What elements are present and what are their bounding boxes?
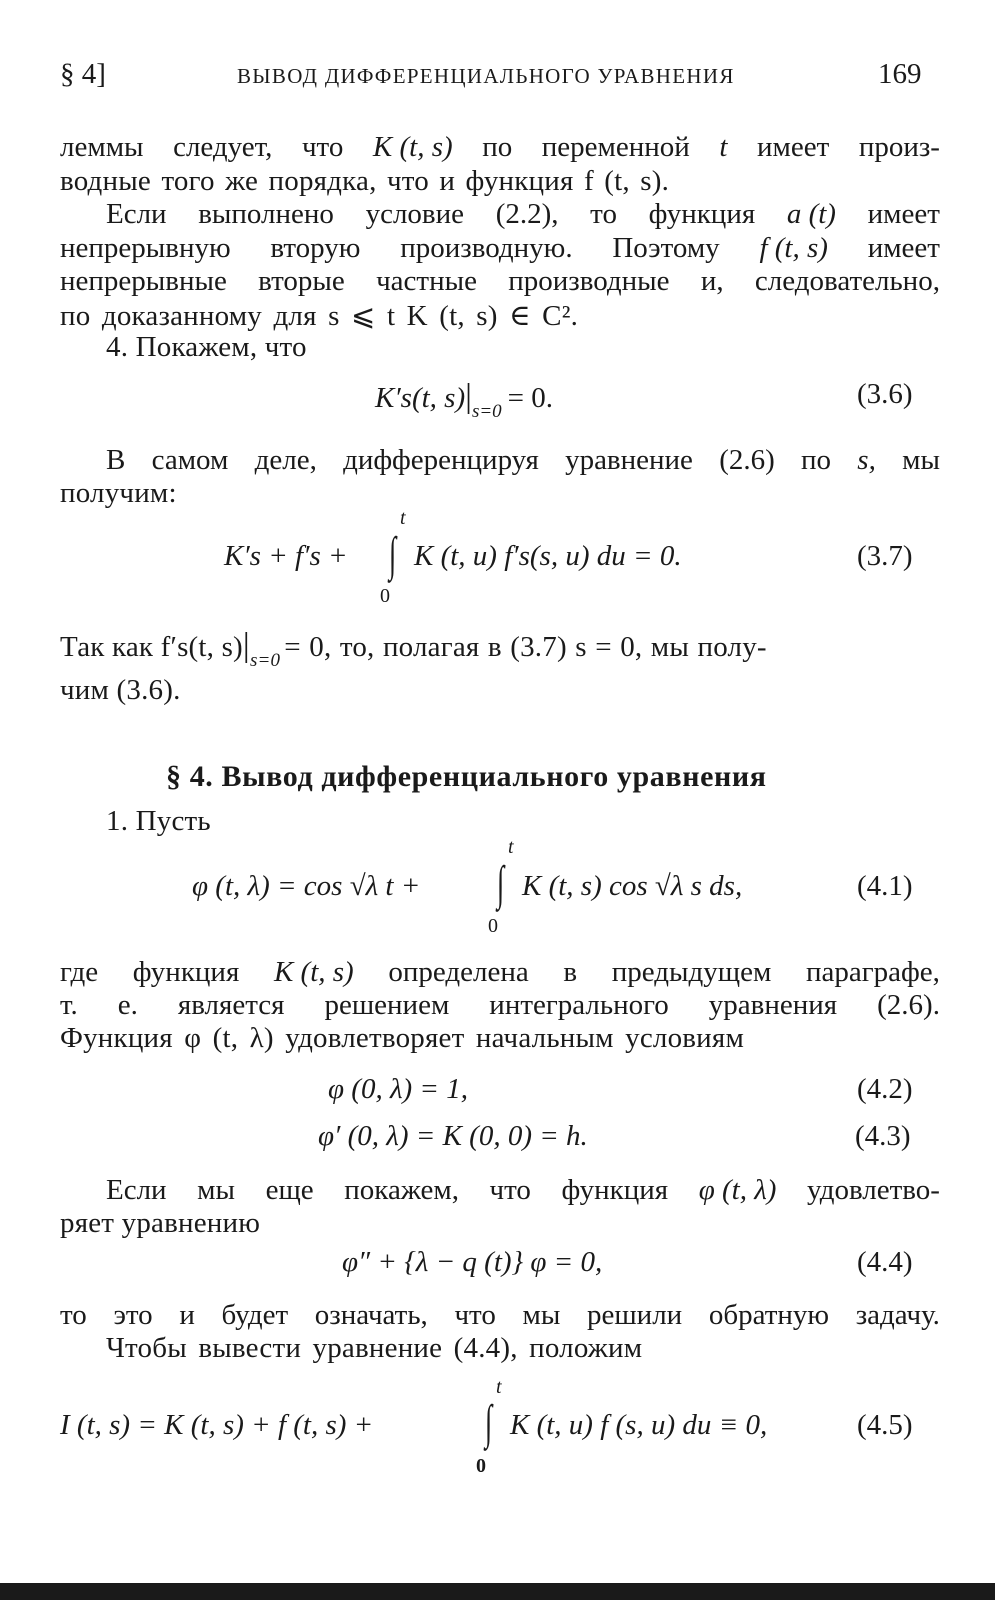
paragraph-3-line-1: В самом деле, дифференцируя уравнение (2.6) по s, мы [106, 444, 940, 476]
equation-4-5-lhs: I (t, s) = K (t, s) + f (t, s) + [60, 1409, 374, 1441]
equation-3-6-number: (3.6) [857, 378, 913, 410]
integral-sign: ∫ [496, 857, 505, 910]
header-title: ВЫВОД ДИФФЕРЕНЦИАЛЬНОГО УРАВНЕНИЯ [237, 64, 735, 88]
equation-4-2-number: (4.2) [857, 1073, 913, 1105]
paragraph-8: Чтобы вывести уравнение (4.4), положим [106, 1332, 643, 1364]
item-4-text: 4. Покажем, что [106, 331, 307, 363]
integral-upper-limit: t [400, 507, 406, 529]
scan-bottom-edge [0, 1583, 995, 1600]
equation-3-7-lhs: K′s + f′s + [224, 540, 348, 572]
equation-3-7-rhs: K (t, u) f′s(s, u) du = 0. [414, 540, 682, 572]
header-section-ref: § 4] [60, 58, 106, 90]
paragraph-7-line-1: то это и будет означать, что мы решили обратную задачу. [60, 1299, 940, 1331]
integral-upper-limit: t [496, 1376, 502, 1398]
equation-3-6: K′s(t, s)|s=0 = 0. [375, 378, 554, 422]
equation-4-3: φ′ (0, λ) = K (0, 0) = h. [318, 1120, 588, 1152]
equation-4-1-number: (4.1) [857, 870, 913, 902]
integral-lower-limit: 0 [476, 1455, 486, 1477]
section-heading: § 4. Вывод дифференциального уравнения [166, 760, 767, 793]
integral-lower-limit: 0 [488, 915, 498, 937]
equation-4-2: φ (0, λ) = 1, [328, 1073, 468, 1105]
equation-4-5-number: (4.5) [857, 1409, 913, 1441]
paragraph-5-line-2: т. е. является решением интегрального уравнения (2.6). [60, 989, 940, 1021]
paragraph-1-line-1: леммы следует, что K (t, s) по переменной t имеет произ- [60, 131, 940, 163]
equation-4-5-rhs: K (t, u) f (s, u) du ≡ 0, [510, 1409, 768, 1441]
paragraph-5-line-3: Функция φ (t, λ) удовлетворяет начальным условиям [60, 1022, 744, 1054]
paragraph-5-line-1: где функция K (t, s) определена в предыдущем параграфе, [60, 956, 940, 988]
integral-sign: ∫ [484, 1396, 493, 1449]
paragraph-3-line-2: получим: [60, 477, 177, 509]
equation-4-1-rhs: K (t, s) cos √λ s ds, [522, 870, 743, 902]
paragraph-2-line-2: непрерывную вторую производную. Поэтому f (t, s) имеет [60, 232, 940, 264]
integral-upper-limit: t [508, 836, 514, 858]
equation-4-3-number: (4.3) [855, 1120, 911, 1152]
paragraph-1-line-2: водные того же порядка, что и функция f (t, s). [60, 165, 670, 197]
item-1-text: 1. Пусть [106, 805, 211, 837]
paragraph-4-line-2: чим (3.6). [60, 674, 181, 706]
paragraph-2-line-4: по доказанному для s ⩽ t K (t, s) ∈ C². [60, 300, 579, 332]
equation-4-4-number: (4.4) [857, 1246, 913, 1278]
page-number: 169 [878, 58, 922, 90]
paragraph-2-line-3: непрерывные вторые частные производные и, следовательно, [60, 265, 940, 297]
paragraph-6-line-1: Если мы еще покажем, что функция φ (t, λ) удовлетво- [106, 1174, 940, 1206]
equation-4-1-lhs: φ (t, λ) = cos √λ t + [192, 870, 421, 902]
equation-3-7-number: (3.7) [857, 540, 913, 572]
paragraph-6-line-2: ряет уравнению [60, 1207, 261, 1239]
paragraph-2-line-1: Если выполнено условие (2.2), то функция a (t) имеет [106, 198, 940, 230]
integral-sign: ∫ [388, 528, 397, 581]
paragraph-4-line-1: Так как f′s(t, $s)|_{s=0} = 0$, то, полагая в (3.7) s = 0, мы полу- [60, 627, 767, 671]
integral-lower-limit: 0 [380, 585, 390, 607]
equation-4-4: φ″ + {λ − q (t)} φ = 0, [342, 1246, 603, 1278]
